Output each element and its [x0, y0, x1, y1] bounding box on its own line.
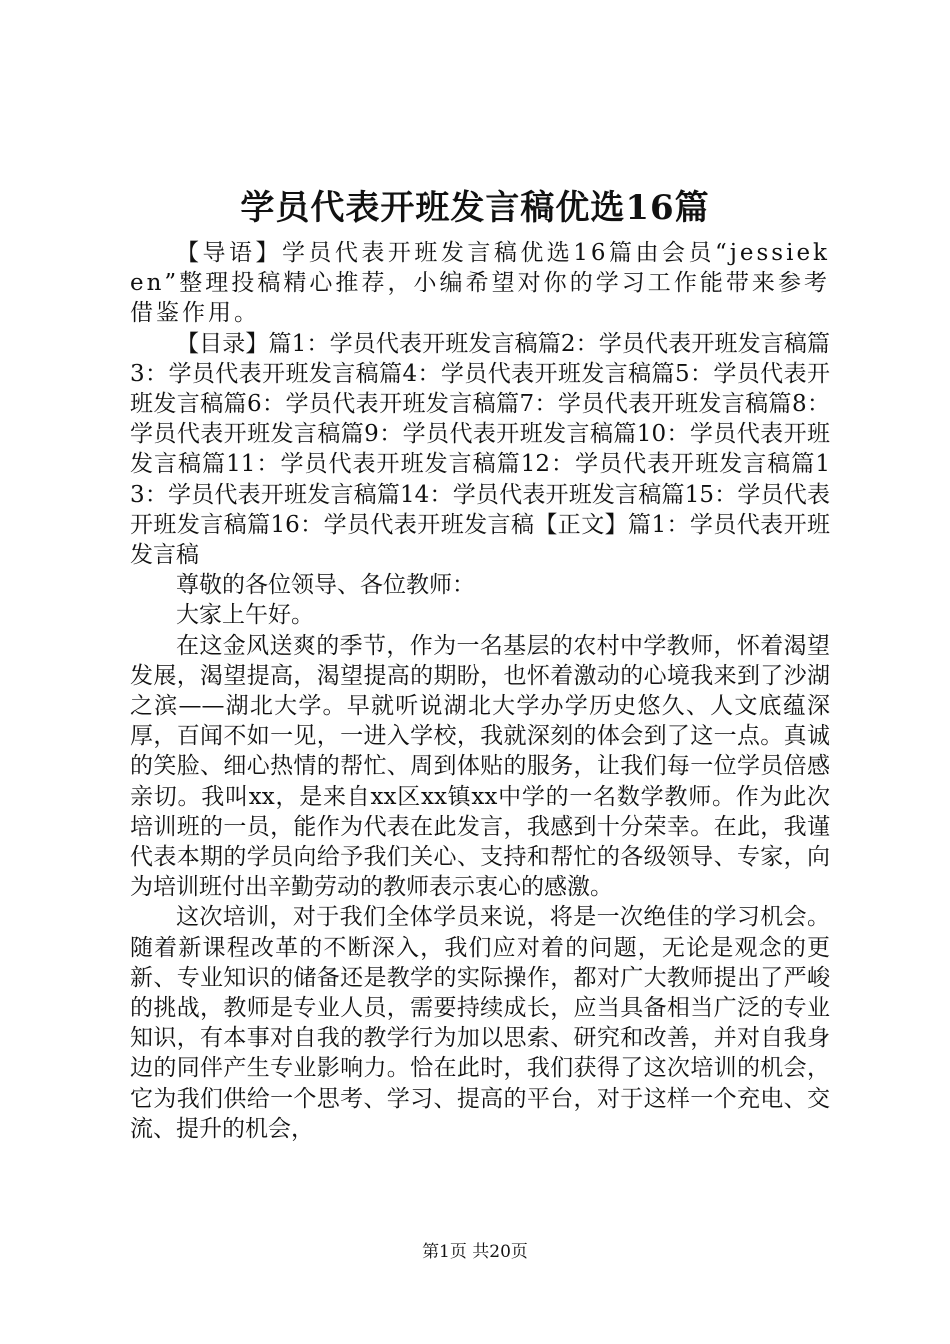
document-title: 学员代表开班发言稿优选16篇 — [240, 188, 710, 228]
intro-paragraph: 【导语】学员代表开班发言稿优选16篇由会员“jessieken”整理投稿精心推荐，小编希望对你的学习工作能带来参考借鉴作用。 — [130, 240, 830, 327]
greeting-paragraph: 大家上午好。 — [176, 602, 314, 629]
body-paragraph: 这次培训，对于我们全体学员来说，将是一次绝佳的学习机会。随着新课程改革的不断深入，我们应对着的问题，无论是观念的更新、专业知识的储备还是教学的实际操作，都对广大教师提出了严峻的挑战，教师是专业人员，需要持续成长，应当具备相当广泛的专业知识，有本事对自我的教学行为加以思索、研究和改善，并对自我身边的同伴产生专业影响力。恰在此时，我们获得了这次培训的机会，它为我们供给一个思考、学习、提高的平台，对于这样一个充电、交流、提升的机会， — [130, 904, 830, 1142]
body-paragraph: 在这金风送爽的季节，作为一名基层的农村中学教师，怀着渴望发展，渴望提高，渴望提高的期盼，也怀着激动的心境我来到了沙湖之滨——湖北大学。早就听说湖北大学办学历史悠久、人文底蕴深厚，百闻不如一见，一进入学校，我就深刻的体会到了这一点。真诚的笑脸、细心热情的帮忙、周到体贴的服务，让我们每一位学员倍感亲切。我叫xx，是来自xx区xx镇xx中学的一名数学教师。作为此次培训班的一员，能作为代表在此发言，我感到十分荣幸。在此，我谨代表本期的学员向给予我们关心、支持和帮忙的各级领导、专家，向为培训班付出辛勤劳动的教师表示衷心的感激。 — [130, 632, 830, 901]
salutation-paragraph: 尊敬的各位领导、各位教师： — [176, 572, 475, 599]
page-number-footer: 第1页 共20页 — [422, 1242, 528, 1262]
toc-paragraph: 【目录】篇1：学员代表开班发言稿篇2：学员代表开班发言稿篇3：学员代表开班发言稿篇4：学员代表开班发言稿篇5：学员代表开班发言稿篇6：学员代表开班发言稿篇7：学员代表开班发言稿篇8：学员代表开班发言稿篇9：学员代表开班发言稿篇10：学员代表开班发言稿篇11：学员代表开班发言稿篇12：学员代表开班发言稿篇13：学员代表开班发言稿篇14：学员代表开班发言稿篇15：学员代表开班发言稿篇16：学员代表开班发言稿【正文】篇1：学员代表开班发言稿 — [130, 330, 830, 569]
document-body — [130, 238, 830, 1144]
